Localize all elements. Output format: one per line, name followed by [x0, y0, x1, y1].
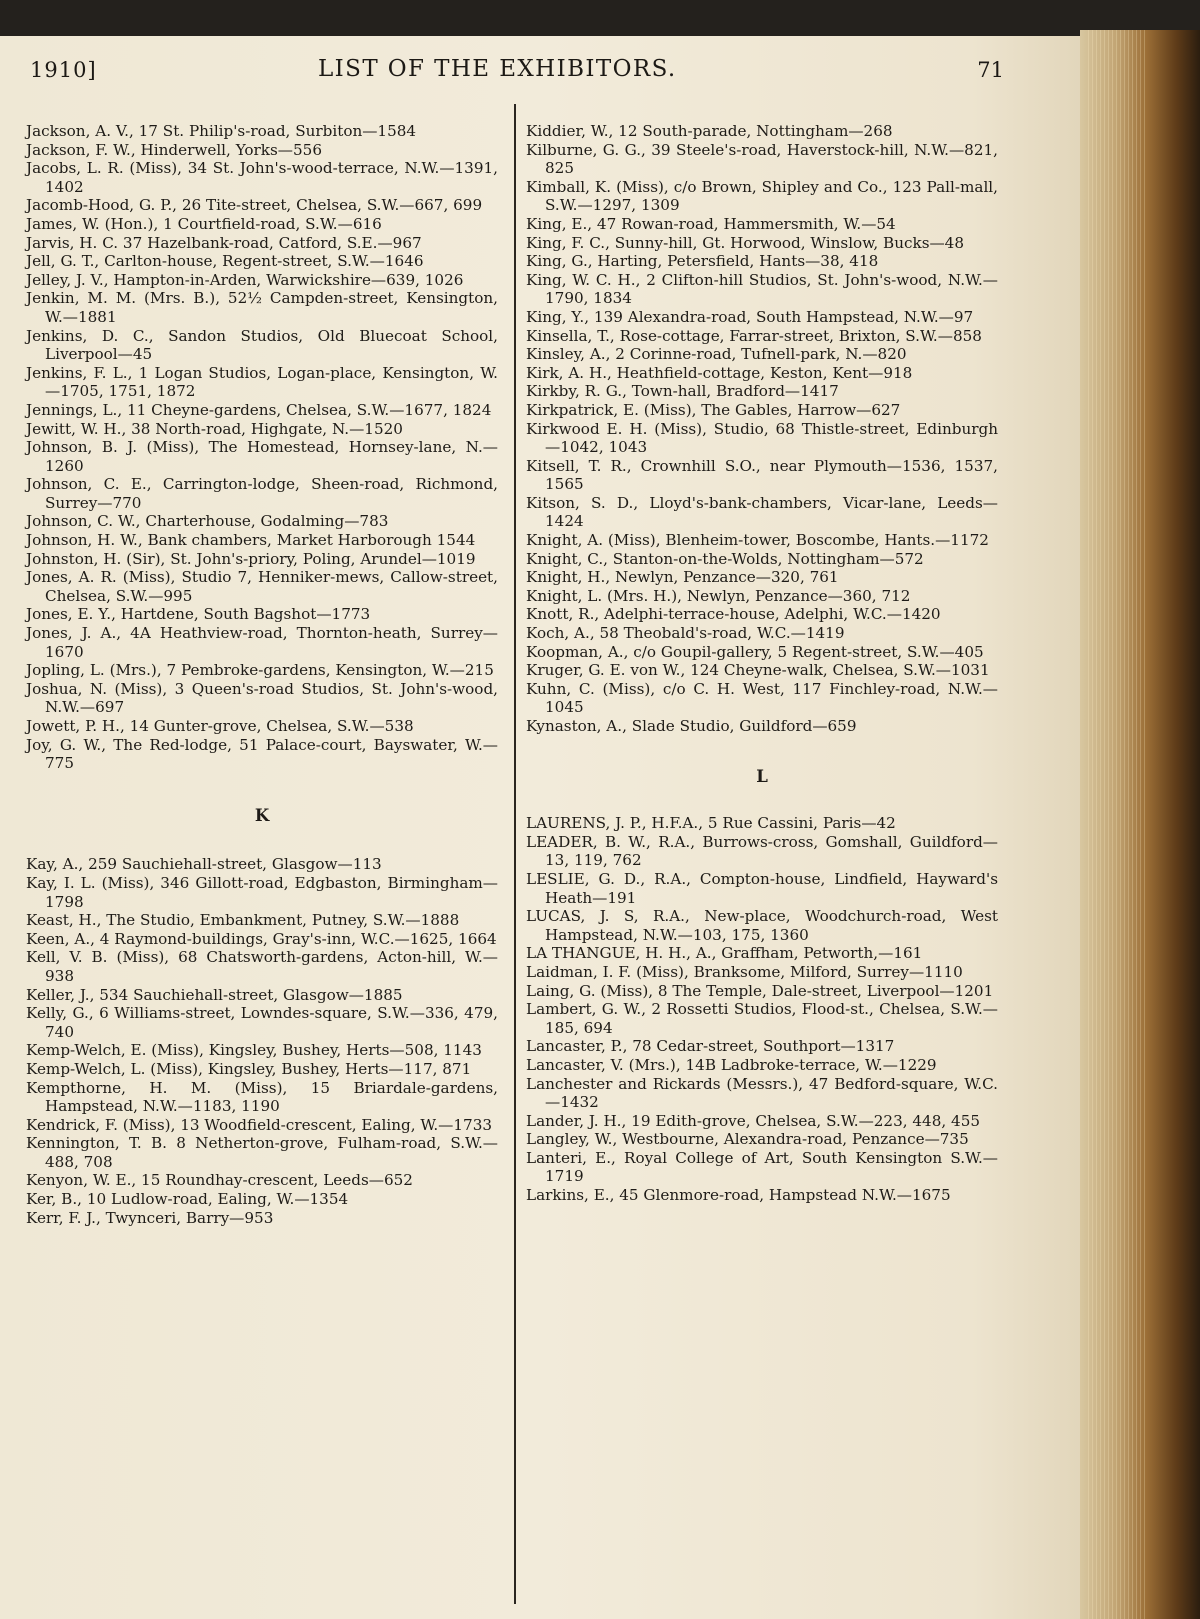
page-header	[26, 56, 1026, 86]
exhibitor-entry: Jowett, P. H., 14 Gunter-grove, Chelsea, S.W.—538	[26, 717, 414, 735]
exhibitor-entry: Larkins, E., 45 Glenmore-road, Hampstead N.W.—1675	[526, 1186, 951, 1205]
exhibitor-entry: Jenkins, D. C., Sandon Studios, Old Bluecoat School, Liverpool—45	[26, 326, 498, 364]
exhibitor-entry: Johnson, B. J. (Miss), The Homestead, Hornsey-lane, N.—1260	[26, 438, 498, 475]
exhibitor-entry: Jennings, L., 11 Cheyne-gardens, Chelsea, S.W.—1677, 1824	[26, 400, 492, 419]
exhibitor-entry: Laing, G. (Miss), 8 The Temple, Dale-street, Liverpool—1201	[526, 981, 994, 1000]
exhibitor-entry: Kimball, K. (Miss), c/o Brown, Shipley and Co., 123 Pall-mall, S.W.—1297, 1309	[526, 177, 998, 215]
exhibitor-entry: Kenyon, W. E., 15 Roundhay-crescent, Leeds—652	[26, 1171, 413, 1190]
exhibitor-entry: Jenkins, F. L., 1 Logan Studios, Logan-place, Kensington, W.—1705, 1751, 1872	[26, 363, 498, 401]
exhibitor-entry: Knight, L. (Mrs. H.), Newlyn, Penzance—360, 712	[526, 586, 911, 605]
exhibitor-entry: Kemp-Welch, L. (Miss), Kingsley, Bushey, Herts—117, 871	[26, 1059, 472, 1078]
section-heading-l: L	[756, 766, 768, 786]
exhibitor-entry: Knight, A. (Miss), Blenheim-tower, Boscombe, Hants.—1172	[526, 531, 989, 550]
k-entries-continued	[526, 122, 998, 736]
exhibitor-entry: Koch, A., 58 Theobald's-road, W.C.—1419	[526, 624, 845, 643]
exhibitor-entry: Kinsella, T., Rose-cottage, Farrar-street, Brixton, S.W.—858	[526, 326, 982, 345]
exhibitor-entry: Keast, H., The Studio, Embankment, Putney, S.W.—1888	[26, 911, 460, 930]
exhibitor-entry: Kirk, A. H., Heathfield-cottage, Keston, Kent—918	[526, 363, 913, 382]
exhibitor-entry: Lambert, G. W., 2 Rossetti Studios, Flood-st., Chelsea, S.W.—185, 694	[526, 1000, 998, 1037]
exhibitor-entry: Ker, B., 10 Ludlow-road, Ealing, W.—1354	[26, 1190, 349, 1209]
exhibitor-entry: Jell, G. T., Carlton-house, Regent-street, S.W.—1646	[26, 252, 424, 271]
exhibitor-entry: Kirkpatrick, E. (Miss), The Gables, Harrow—627	[526, 400, 901, 419]
exhibitor-entry: Joshua, N. (Miss), 3 Queen's-road Studios, St. John's-wood, N.W.—697	[26, 679, 498, 717]
exhibitor-entry: Kerr, F. J., Twynceri, Barry—953	[26, 1208, 274, 1227]
exhibitor-entry: Kinsley, A., 2 Corinne-road, Tufnell-park, N.—820	[526, 345, 907, 364]
exhibitor-entry: King, Y., 139 Alexandra-road, South Hampstead, N.W.—97	[526, 307, 974, 326]
exhibitor-entry: Kitsell, T. R., Crownhill S.O., near Plymouth—1536, 1537, 1565	[526, 456, 998, 494]
exhibitor-entry: Koopman, A., c/o Goupil-gallery, 5 Regent-street, S.W.—405	[526, 642, 984, 661]
exhibitor-entry: King, G., Harting, Petersfield, Hants—38, 418	[526, 252, 879, 271]
exhibitor-entry: Jewitt, W. H., 38 North-road, Highgate, N.—1520	[26, 419, 403, 438]
exhibitor-entry: Kendrick, F. (Miss), 13 Woodfield-crescent, Ealing, W.—1733	[26, 1115, 493, 1134]
exhibitor-entry: Jenkin, M. M. (Mrs. B.), 52½ Campden-street, Kensington, W.—1881	[26, 289, 498, 326]
exhibitor-entry: King, W. C. H., 2 Clifton-hill Studios, St. John's-wood, N.W.—1790, 1834	[526, 270, 998, 308]
exhibitor-entry: Kay, I. L. (Miss), 346 Gillott-road, Edgbaston, Birmingham—1798	[26, 873, 498, 911]
exhibitor-entry: Kirkwood E. H. (Miss), Studio, 68 Thistle-street, Edinburgh—1042, 1043	[526, 419, 998, 457]
exhibitor-entry: Kelly, G., 6 Williams-street, Lowndes-square, S.W.—336, 479, 740	[26, 1004, 498, 1041]
exhibitor-entry: Keen, A., 4 Raymond-buildings, Gray's-inn, W.C.—1625, 1664	[26, 929, 497, 948]
exhibitor-entry: Jones, J. A., 4A Heathview-road, Thornton-heath, Surrey—1670	[26, 624, 498, 661]
exhibitor-entry: Kirkby, R. G., Town-hall, Bradford—1417	[526, 382, 839, 401]
exhibitor-entry: Kuhn, C. (Miss), c/o C. H. West, 117 Finchley-road, N.W.—1045	[526, 679, 998, 717]
l-entries	[526, 814, 998, 1204]
exhibitor-entry: Kitson, S. D., Lloyd's-bank-chambers, Vicar-lane, Leeds—1424	[526, 493, 998, 531]
exhibitor-entry: Langley, W., Westbourne, Alexandra-road, Penzance—735	[526, 1130, 969, 1149]
right-column	[526, 122, 998, 1205]
exhibitor-entry: Kennington, T. B. 8 Netherton-grove, Fulham-road, S.W.—488, 708	[26, 1134, 498, 1171]
column-divider	[514, 104, 516, 1604]
exhibitor-entry: Lancaster, V. (Mrs.), 14B Ladbroke-terrace, W.—1229	[526, 1055, 937, 1074]
exhibitor-entry: Jacobs, L. R. (Miss), 34 St. John's-wood-terrace, N.W.—1391, 1402	[26, 159, 498, 196]
exhibitor-entry: Johnston, H. (Sir), St. John's-priory, Poling, Arundel—1019	[26, 549, 476, 568]
exhibitor-entry: Kiddier, W., 12 South-parade, Nottingham—268	[526, 122, 893, 140]
exhibitor-entry: Kay, A., 259 Sauchiehall-street, Glasgow—113	[26, 855, 382, 874]
exhibitor-entry: LESLIE, G. D., R.A., Compton-house, Lindfield, Hayward's Heath—191	[526, 869, 998, 907]
exhibitor-entry: King, E., 47 Rowan-road, Hammersmith, W.—54	[526, 214, 896, 233]
exhibitor-entry: Jackson, A. V., 17 St. Philip's-road, Surbiton—1584	[26, 122, 417, 140]
exhibitor-entry: Kemp-Welch, E. (Miss), Kingsley, Bushey, Herts—508, 1143	[26, 1041, 482, 1060]
exhibitor-entry: Jackson, F. W., Hinderwell, Yorks—556	[26, 140, 322, 159]
exhibitor-entry: Lanteri, E., Royal College of Art, South Kensington S.W.—1719	[526, 1148, 998, 1186]
exhibitor-entry: Kilburne, G. G., 39 Steele's-road, Haverstock-hill, N.W.—821, 825	[526, 140, 998, 178]
exhibitor-entry: Jones, E. Y., Hartdene, South Bagshot—1773	[26, 605, 371, 624]
k-entries	[26, 855, 498, 1227]
header-year: 1910]	[30, 58, 97, 82]
exhibitor-entry: Johnson, C. W., Charterhouse, Godalming—783	[26, 512, 389, 531]
exhibitor-entry: Kell, V. B. (Miss), 68 Chatsworth-gardens, Acton-hill, W.—938	[26, 948, 498, 985]
exhibitor-entry: Joy, G. W., The Red-lodge, 51 Palace-court, Bayswater, W.—775	[26, 735, 498, 773]
exhibitor-entry: Jacomb-Hood, G. P., 26 Tite-street, Chelsea, S.W.—667, 699	[26, 196, 483, 215]
exhibitor-entry: Jelley, J. V., Hampton-in-Arden, Warwickshire—639, 1026	[26, 270, 464, 289]
exhibitor-entry: Knott, R., Adelphi-terrace-house, Adelphi, W.C.—1420	[526, 605, 941, 624]
exhibitor-entry: LA THANGUE, H. H., A., Graffham, Petworth,—161	[526, 944, 923, 963]
section-heading-k: K	[254, 805, 270, 825]
exhibitor-entry: Lancaster, P., 78 Cedar-street, Southport—1317	[526, 1037, 895, 1056]
exhibitor-entry: LAURENS, J. P., H.F.A., 5 Rue Cassini, Paris—42	[526, 814, 896, 833]
exhibitor-entry: Jones, A. R. (Miss), Studio 7, Henniker-mews, Callow-street, Chelsea, S.W.—995	[26, 568, 498, 605]
book-page-edges	[1080, 30, 1200, 1619]
exhibitor-entry: Lander, J. H., 19 Edith-grove, Chelsea, S.W.—223, 448, 455	[526, 1111, 981, 1130]
exhibitor-entry: Laidman, I. F. (Miss), Branksome, Milford, Surrey—1110	[526, 962, 963, 981]
left-column	[26, 122, 498, 1227]
exhibitor-entry: Johnson, C. E., Carrington-lodge, Sheen-road, Richmond, Surrey—770	[26, 475, 498, 512]
exhibitor-entry: Knight, C., Stanton-on-the-Wolds, Nottingham—572	[526, 549, 924, 568]
exhibitor-entry: Lanchester and Rickards (Messrs.), 47 Bedford-square, W.C.—1432	[526, 1074, 998, 1112]
exhibitor-entry: Jopling, L. (Mrs.), 7 Pembroke-gardens, Kensington, W.—215	[26, 661, 494, 680]
header-title: LIST OF THE EXHIBITORS.	[318, 56, 677, 82]
exhibitor-entry: Knight, H., Newlyn, Penzance—320, 761	[526, 568, 839, 587]
exhibitor-entry: LEADER, B. W., R.A., Burrows-cross, Gomshall, Guildford—13, 119, 762	[526, 832, 998, 870]
exhibitor-entry: Keller, J., 534 Sauchiehall-street, Glasgow—1885	[26, 985, 403, 1004]
exhibitor-entry: Kruger, G. E. von W., 124 Cheyne-walk, Chelsea, S.W.—1031	[526, 661, 990, 680]
exhibitor-entry: Kempthorne, H. M. (Miss), 15 Briardale-gardens, Hampstead, N.W.—1183, 1190	[26, 1078, 498, 1116]
exhibitor-entry: Kynaston, A., Slade Studio, Guildford—659	[526, 717, 857, 735]
j-entries	[26, 122, 498, 773]
exhibitor-entry: King, F. C., Sunny-hill, Gt. Horwood, Winslow, Bucks—48	[526, 233, 965, 252]
header-page-number: 71	[977, 58, 1004, 82]
exhibitor-entry: LUCAS, J. S, R.A., New-place, Woodchurch-road, West Hampstead, N.W.—103, 175, 1360	[526, 907, 998, 944]
exhibitor-entry: Jarvis, H. C. 37 Hazelbank-road, Catford, S.E.—967	[26, 233, 422, 252]
exhibitor-entry: James, W. (Hon.), 1 Courtfield-road, S.W.—616	[26, 214, 382, 233]
exhibitor-entry: Johnson, H. W., Bank chambers, Market Harborough 1544	[26, 531, 476, 550]
